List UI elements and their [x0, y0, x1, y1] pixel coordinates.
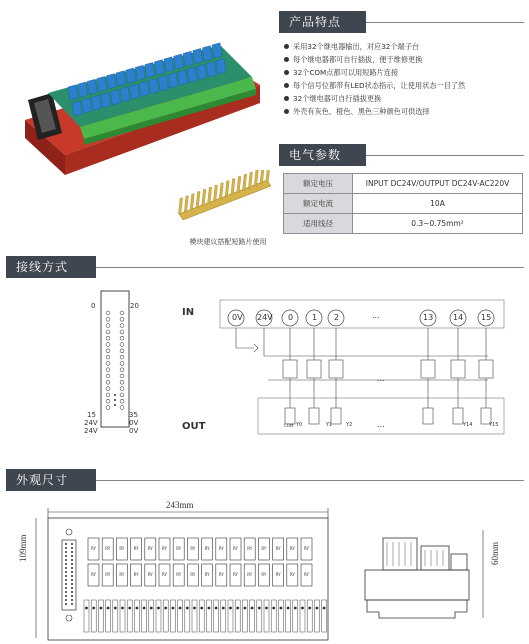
terminal-outline — [98, 600, 103, 632]
relay-block — [130, 84, 140, 99]
relay-block — [116, 71, 126, 86]
pin — [71, 595, 73, 597]
relay-label: RY — [261, 546, 267, 551]
terminal-screw — [121, 607, 124, 610]
relay-block — [145, 62, 155, 77]
terminal-screw — [186, 607, 189, 610]
pin — [65, 579, 67, 581]
terminal-screw — [172, 607, 175, 610]
jumper-tooth — [208, 187, 212, 203]
in-terminal-1: 1 — [312, 313, 318, 322]
relay-label: RY — [233, 572, 238, 577]
pin — [65, 595, 67, 597]
dimensions-header: 外观尺寸 — [6, 469, 96, 491]
out-terminal-y0: Y0 — [296, 422, 303, 428]
params-header: 电气参数 — [279, 144, 366, 166]
jumper-tooth — [213, 185, 217, 201]
pin — [65, 583, 67, 585]
terminal-screw — [107, 607, 110, 610]
terminal-outline — [170, 600, 175, 632]
table-row — [284, 174, 523, 194]
table-row — [284, 214, 523, 234]
relay-label: RY — [233, 546, 238, 551]
pin — [65, 555, 67, 557]
out-terminal-box — [423, 408, 433, 424]
pin — [65, 591, 67, 593]
relay-symbol — [421, 360, 435, 378]
terminal-screw — [164, 607, 167, 610]
params-rule — [366, 155, 524, 156]
in-terminal-2: 2 — [334, 313, 340, 322]
relay-label: RY — [275, 546, 281, 551]
pin — [71, 567, 73, 569]
pin — [71, 547, 73, 549]
relay-block — [154, 60, 164, 75]
features-list — [283, 40, 523, 118]
in-terminal-14: 14 — [453, 313, 464, 322]
terminal-screw — [272, 607, 275, 610]
pin — [71, 559, 73, 561]
relay-block — [87, 79, 97, 94]
terminal-outline — [142, 600, 147, 632]
in-terminal-dots: ... — [372, 311, 380, 320]
terminal-outline — [278, 600, 283, 632]
terminal-screw — [136, 607, 139, 610]
relay-label: RY — [147, 546, 153, 551]
in-terminal-0v: 0V — [232, 313, 243, 322]
pin-label-0v-2: 0V — [129, 427, 139, 435]
terminal-outline — [264, 600, 269, 632]
relay-block — [164, 57, 174, 72]
relay-symbol — [307, 360, 321, 378]
pin — [65, 559, 67, 561]
relay-label: RY — [162, 572, 167, 577]
terminal-outline — [84, 600, 89, 632]
terminal-screw — [85, 607, 88, 610]
relay-block — [206, 62, 216, 77]
terminal-screw — [92, 607, 95, 610]
pin — [65, 603, 67, 605]
relay-label: RY — [91, 546, 96, 551]
terminal-screw — [236, 607, 239, 610]
relay-block — [168, 73, 178, 88]
terminal-screw — [179, 607, 182, 610]
param-value: 10A — [353, 194, 523, 214]
pin-label-24v-2: 24V — [84, 427, 98, 435]
jumper-tooth — [231, 179, 235, 195]
terminal-outline — [206, 600, 211, 632]
terminal-screw — [114, 607, 117, 610]
pin — [71, 571, 73, 573]
pin — [65, 547, 67, 549]
terminal-outline — [242, 600, 247, 632]
relay-symbol — [451, 360, 465, 378]
height-dimension: 109mm — [18, 534, 28, 562]
relay-label: RY — [289, 546, 295, 551]
table-row — [284, 194, 523, 214]
terminal-outline — [271, 600, 276, 632]
side-dimension: 60mm — [490, 541, 500, 565]
out-terminal-y14: Y14 — [463, 422, 473, 428]
relay-label: RY — [218, 546, 224, 551]
relay-block — [216, 59, 226, 74]
out-com-label: COM — [284, 423, 294, 428]
pin-label-24v-1: 24V — [84, 419, 98, 427]
out-terminal-y15: Y15 — [489, 422, 499, 428]
dimensions-rule — [96, 480, 524, 481]
relay-row-dots: ... — [377, 374, 385, 383]
pin — [65, 599, 67, 601]
terminal-screw — [280, 607, 283, 610]
feature-item: 采用32个继电器输出，对应32个端子台 — [283, 40, 523, 53]
param-key: 适用线径 — [284, 214, 353, 234]
feature-item: 每个信号位都带有LED状态指示，让使用状态一目了然 — [283, 79, 523, 92]
terminal-screw — [150, 607, 153, 610]
dot — [114, 399, 116, 401]
terminal-outline — [185, 600, 190, 632]
jumper-tooth — [225, 181, 229, 197]
relay-block — [91, 95, 101, 110]
relay-label: RY — [304, 572, 309, 577]
terminal-screw — [323, 607, 326, 610]
relay-block — [202, 46, 212, 61]
width-dimension: 243mm — [166, 500, 194, 510]
relay-label: RY — [176, 572, 182, 577]
terminal-screw — [258, 607, 261, 610]
terminal-screw — [128, 607, 131, 610]
terminal-outline — [149, 600, 154, 632]
relay-label: RY — [190, 546, 196, 551]
relay-block — [106, 74, 116, 89]
feature-item: 每个继电器都可自行插拔，便于维修更换 — [283, 53, 523, 66]
terminal-screw — [208, 607, 211, 610]
terminal-screw — [244, 607, 247, 610]
relay-symbol — [479, 360, 493, 378]
terminal-outline — [106, 600, 111, 632]
terminal-outline — [120, 600, 125, 632]
jumper-tooth — [178, 198, 182, 214]
feature-item: 外壳有灰色、橙色、黑色三种颜色可供选择 — [283, 105, 523, 118]
relay-block — [101, 92, 111, 107]
terminal-screw — [193, 607, 196, 610]
relay-block — [120, 87, 130, 102]
relay-block — [110, 90, 120, 105]
jumper-tooth — [190, 194, 194, 210]
pin — [71, 543, 73, 545]
jumper-tooth — [266, 170, 270, 182]
terminal-screw — [308, 607, 311, 610]
relay-block — [72, 101, 82, 116]
pin-label-0: 0 — [91, 302, 96, 310]
pin — [71, 551, 73, 553]
terminal-outline — [293, 600, 298, 632]
relay-block — [197, 64, 207, 79]
jumper-tooth — [184, 196, 188, 212]
relay-block — [174, 54, 184, 69]
pin-label-15: 15 — [87, 411, 96, 419]
relay-symbol — [329, 360, 343, 378]
led-symbol — [254, 344, 258, 352]
pin — [71, 575, 73, 577]
dot — [114, 404, 116, 406]
relay-label: RY — [176, 546, 182, 551]
terminal-screw — [265, 607, 268, 610]
param-key: 额定电压 — [284, 174, 353, 194]
terminal-outline — [113, 600, 118, 632]
wiring-rule — [96, 267, 524, 268]
terminal-outline — [307, 600, 312, 632]
pin — [71, 563, 73, 565]
relay-block — [183, 51, 193, 66]
feature-item: 32个继电器可自行插拔更换 — [283, 92, 523, 105]
pin — [71, 579, 73, 581]
jumper-tooth — [202, 189, 206, 205]
relay-block — [126, 68, 136, 83]
features-header: 产品特点 — [279, 11, 366, 33]
relay-label: RY — [162, 546, 167, 551]
out-terminal-box — [453, 408, 463, 424]
terminal-outline — [221, 600, 226, 632]
relay-block — [187, 67, 197, 82]
pin — [65, 551, 67, 553]
param-value: INPUT DC24V/OUTPUT DC24V-AC220V — [353, 174, 523, 194]
pin-label-20: 20 — [130, 302, 139, 310]
terminal-outline — [300, 600, 305, 632]
out-terminal-box — [285, 408, 295, 424]
out-row-dots: ... — [377, 420, 385, 429]
terminal-outline — [199, 600, 204, 632]
wiring-header: 接线方式 — [6, 256, 96, 278]
relay-block — [82, 98, 92, 113]
terminal-outline — [134, 600, 139, 632]
relay-label: RY — [275, 572, 281, 577]
relay-block — [97, 76, 107, 91]
pin — [71, 591, 73, 593]
terminal-screw — [251, 607, 254, 610]
jumper-tooth — [219, 183, 223, 199]
jumper-tooth — [196, 192, 200, 208]
terminal-outline — [127, 600, 132, 632]
relay-label: RY — [147, 572, 153, 577]
terminal-screw — [100, 607, 103, 610]
out-terminal-y1: Y1 — [326, 422, 333, 428]
relay-label: RY — [304, 546, 309, 551]
out-terminal-y2: Y2 — [346, 422, 353, 428]
pin-label-0v-1: 0V — [129, 419, 139, 427]
relay-block — [139, 81, 149, 96]
relay-label: RY — [204, 572, 210, 577]
pin-label-35: 35 — [129, 411, 138, 419]
pin — [65, 571, 67, 573]
relay-block — [135, 65, 145, 80]
relay-label: RY — [247, 572, 253, 577]
relay-label: RY — [133, 546, 139, 551]
relay-label: RY — [119, 546, 125, 551]
in-label: IN — [182, 307, 195, 318]
pin — [65, 587, 67, 589]
relay-label: RY — [289, 572, 295, 577]
side-view-drawing — [355, 520, 505, 630]
terminal-outline — [314, 600, 319, 632]
terminal-outline — [214, 600, 219, 632]
terminal-outline — [235, 600, 240, 632]
terminal-screw — [200, 607, 203, 610]
feature-item: 32个COM点都可以用短路片连接 — [283, 66, 523, 79]
terminal-outline — [250, 600, 255, 632]
terminal-screw — [229, 607, 232, 610]
in-terminal-15: 15 — [481, 313, 492, 322]
terminal-screw — [215, 607, 218, 610]
product-photo — [20, 25, 265, 185]
params-table — [283, 173, 523, 234]
terminal-outline — [178, 600, 183, 632]
terminal-outline — [257, 600, 262, 632]
relay-block — [78, 82, 88, 97]
terminal-screw — [157, 607, 160, 610]
relay-block — [193, 48, 203, 63]
out-terminal-box — [309, 408, 319, 424]
relay-block — [68, 85, 78, 100]
dot — [114, 394, 116, 396]
terminal-outline — [192, 600, 197, 632]
terminal-screw — [287, 607, 290, 610]
terminal-outline — [91, 600, 96, 632]
relay-label: RY — [105, 546, 111, 551]
terminal-screw — [294, 607, 297, 610]
relay-symbol — [283, 360, 297, 378]
jumper-bar-image — [175, 170, 275, 230]
relay-label: RY — [91, 572, 96, 577]
pin — [65, 575, 67, 577]
jumper-caption: 模块建议搭配短路片使用 — [189, 238, 267, 246]
relay-label: RY — [218, 572, 224, 577]
pin — [65, 563, 67, 565]
in-terminal-24v: 24V — [257, 313, 273, 322]
terminal-outline — [286, 600, 291, 632]
relay-label: RY — [204, 546, 210, 551]
relay-label: RY — [247, 546, 253, 551]
terminal-outline — [156, 600, 161, 632]
relay-label: RY — [190, 572, 196, 577]
relay-label: RY — [133, 572, 139, 577]
pin — [65, 543, 67, 545]
terminal-screw — [316, 607, 319, 610]
terminal-outline — [228, 600, 233, 632]
pin — [71, 587, 73, 589]
relay-label: RY — [261, 572, 267, 577]
param-key: 额定电流 — [284, 194, 353, 214]
in-terminal-13: 13 — [423, 313, 434, 322]
features-rule — [366, 22, 524, 23]
relay-block — [178, 70, 188, 85]
top-view-drawing — [28, 500, 348, 642]
relay-block — [158, 76, 168, 91]
out-terminal-box — [331, 408, 341, 424]
terminal-screw — [143, 607, 146, 610]
terminal-screw — [301, 607, 304, 610]
in-terminal-0: 0 — [288, 313, 294, 322]
relay-block — [149, 78, 159, 93]
param-value: 0.3~0.75mm² — [353, 214, 523, 234]
out-label: OUT — [182, 421, 206, 432]
pin — [71, 583, 73, 585]
pin — [71, 599, 73, 601]
relay-label: RY — [119, 572, 125, 577]
relay-block — [212, 43, 222, 58]
terminal-outline — [163, 600, 168, 632]
pin — [71, 555, 73, 557]
pin — [65, 567, 67, 569]
pin — [71, 603, 73, 605]
terminal-outline — [322, 600, 327, 632]
relay-label: RY — [105, 572, 111, 577]
terminal-screw — [222, 607, 225, 610]
